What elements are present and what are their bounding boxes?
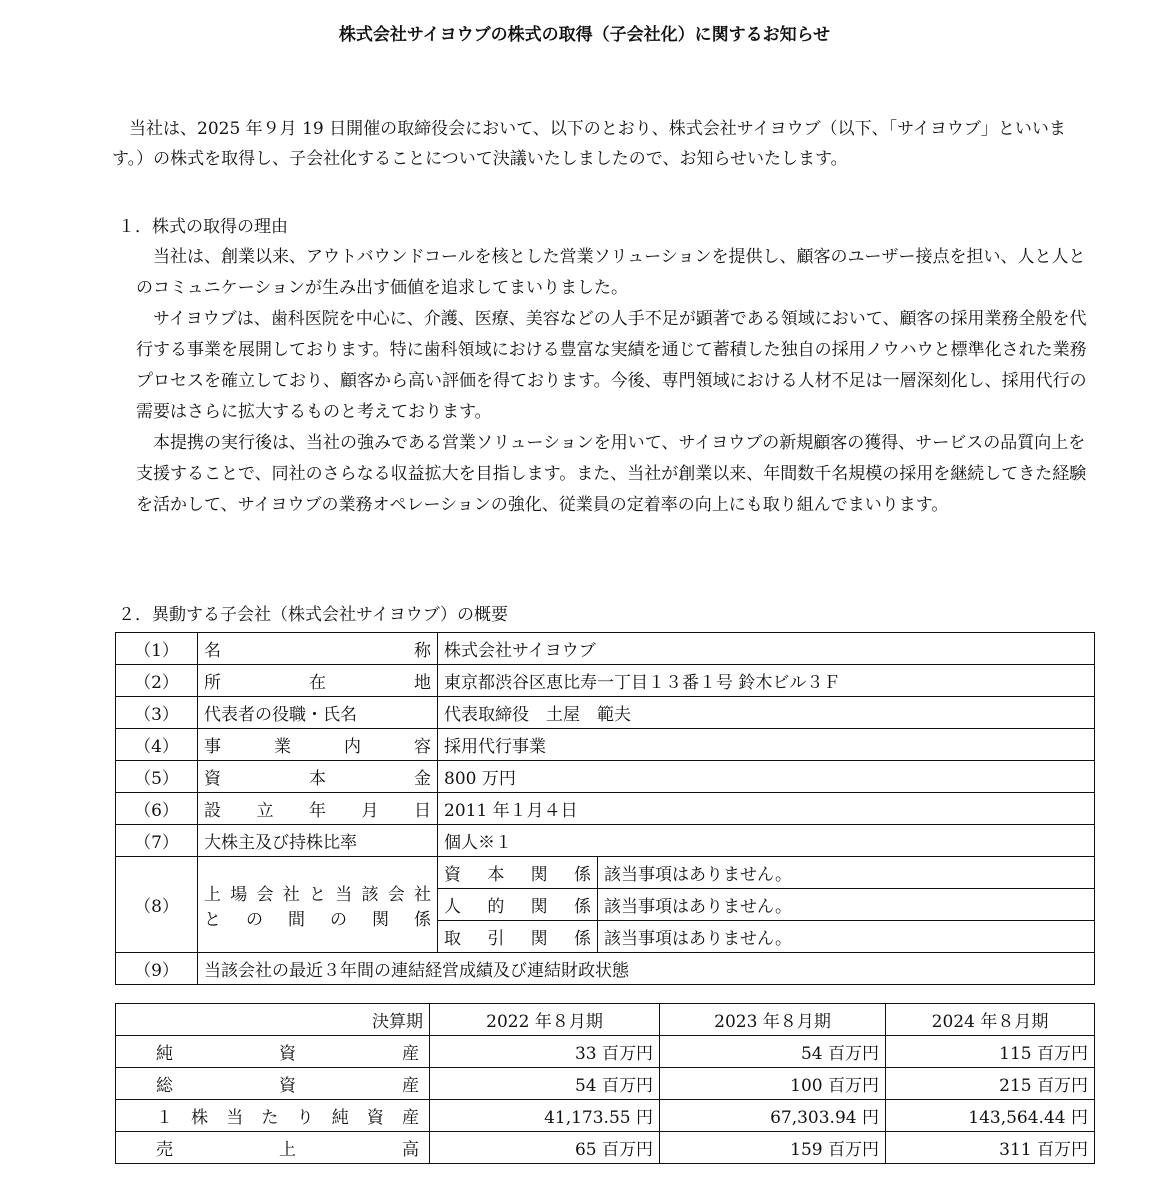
- table-row: [116, 1068, 1095, 1100]
- row-label: 資 本 金: [198, 761, 438, 793]
- header-cell: 2023 年８月期: [660, 1004, 886, 1036]
- header-cell: 2024 年８月期: [886, 1004, 1095, 1036]
- row-value: 東京都渋谷区恵比寿一丁目１３番１号 鈴木ビル３Ｆ: [438, 665, 1095, 697]
- row-value: 採用代行事業: [438, 729, 1095, 761]
- row-label: 純 資 産: [116, 1036, 430, 1068]
- sub-value: 該当事項はありません。: [598, 857, 1095, 889]
- sub-label: 取 引 関 係: [438, 921, 598, 953]
- table-cell: 115 百万円: [886, 1036, 1095, 1068]
- sub-label: 人 的 関 係: [438, 889, 598, 921]
- row-number: （3）: [116, 697, 198, 729]
- company-overview-table: [115, 632, 1095, 985]
- table-row: [116, 825, 1095, 857]
- row-label: 大株主及び持株比率: [198, 825, 438, 857]
- header-cell: 2022 年８月期: [430, 1004, 660, 1036]
- section1-paragraph-3: 本提携の実行後は、当社の強みである営業ソリューションを用いて、サイヨウブの新規顧客の獲得、サービスの品質向上を支援することで、同社のさらなる収益拡大を目指します。また、当社が創業以来、年間数千名規模の採用を継続してきた経験を活かして、サイヨウブの業務オペレーションの強化、従業員の定着率の向上にも取り組んでまいります。: [136, 433, 1087, 515]
- intro-text: 当社は、2025 年９月 19 日開催の取締役会において、以下のとおり、株式会社サイヨウブ（以下、「サイヨウブ」といいます。）の株式を取得し、子会社化することについて決議いたしましたので、お知らせいたします。: [112, 119, 1066, 169]
- table-row: [116, 953, 1095, 985]
- sub-value: 該当事項はありません。: [598, 921, 1095, 953]
- table-cell: 100 百万円: [660, 1068, 886, 1100]
- row-label: １ 株 当 た り 純 資 産: [116, 1100, 430, 1132]
- row-value: 株式会社サイヨウブ: [438, 633, 1095, 665]
- row-label: 名 称: [198, 633, 438, 665]
- document-title: 株式会社サイヨウブの株式の取得（子会社化）に関するお知らせ: [338, 25, 831, 45]
- row-number: （6）: [116, 793, 198, 825]
- row-number: （9）: [116, 953, 198, 985]
- row-label: 代表者の役職・氏名: [198, 697, 438, 729]
- row-label: 上 場 会 社 と 当 該 会 社 と の 間 の 関 係: [198, 857, 438, 953]
- table-row: [116, 1100, 1095, 1132]
- sub-value: 該当事項はありません。: [598, 889, 1095, 921]
- row-value: 2011 年１月４日: [438, 793, 1095, 825]
- section1-heading: １．株式の取得の理由: [118, 217, 288, 237]
- table-row: [116, 857, 1095, 889]
- section1-body: [136, 242, 1096, 521]
- row-number: （1）: [116, 633, 198, 665]
- table-cell: 41,173.55 円: [430, 1100, 660, 1132]
- intro-paragraph: [112, 114, 1097, 174]
- table-cell: 215 百万円: [886, 1068, 1095, 1100]
- section1-paragraph-2: サイヨウブは、歯科医院を中心に、介護、医療、美容などの人手不足が顕著である領域において、顧客の採用業務全般を代行する事業を展開しております。特に歯科領域における豊富な実績を通じて蓄積した独自の採用ノウハウと標準化された業務プロセスを確立しており、顧客から高い評価を得ております。今後、専門領域における人材不足は一層深刻化し、採用代行の需要はさらに拡大するものと考えております。: [136, 309, 1087, 422]
- row-label: 当該会社の最近３年間の連結経営成績及び連結財政状態: [198, 953, 1095, 985]
- row-label: 事 業 内 容: [198, 729, 438, 761]
- row-label: 総 資 産: [116, 1068, 430, 1100]
- section1-paragraph-1: 当社は、創業以来、アウトバウンドコールを核とした営業ソリューションを提供し、顧客のユーザー接点を担い、人と人とのコミュニケーションが生み出す価値を追求してまいりました。: [136, 247, 1086, 298]
- table-row: [116, 761, 1095, 793]
- table-row: [116, 1036, 1095, 1068]
- table-cell: 143,564.44 円: [886, 1100, 1095, 1132]
- table-header-row: [116, 1004, 1095, 1036]
- table-row: [116, 729, 1095, 761]
- row-value: 個人※１: [438, 825, 1095, 857]
- section2-heading: ２．異動する子会社（株式会社サイヨウブ）の概要: [118, 605, 508, 625]
- table-cell: 311 百万円: [886, 1132, 1095, 1164]
- table-row: [116, 1132, 1095, 1164]
- table-cell: 54 百万円: [660, 1036, 886, 1068]
- row-number: （2）: [116, 665, 198, 697]
- row-value: 代表取締役 土屋 範夫: [438, 697, 1095, 729]
- financials-table: [115, 1003, 1095, 1164]
- row-value: 800 万円: [438, 761, 1095, 793]
- table-cell: 159 百万円: [660, 1132, 886, 1164]
- row-number: （5）: [116, 761, 198, 793]
- row-number: （4）: [116, 729, 198, 761]
- table-row: [116, 793, 1095, 825]
- table-row: [116, 633, 1095, 665]
- table-cell: 65 百万円: [430, 1132, 660, 1164]
- row-number: （8）: [116, 857, 198, 953]
- header-cell: 決算期: [116, 1004, 430, 1036]
- sub-label: 資 本 関 係: [438, 857, 598, 889]
- table-cell: 33 百万円: [430, 1036, 660, 1068]
- row-label: 売 上 高: [116, 1132, 430, 1164]
- table-row: [116, 665, 1095, 697]
- row-number: （7）: [116, 825, 198, 857]
- table-row: [116, 697, 1095, 729]
- row-label: 設 立 年 月 日: [198, 793, 438, 825]
- table-cell: 67,303.94 円: [660, 1100, 886, 1132]
- table-cell: 54 百万円: [430, 1068, 660, 1100]
- row-label: 所 在 地: [198, 665, 438, 697]
